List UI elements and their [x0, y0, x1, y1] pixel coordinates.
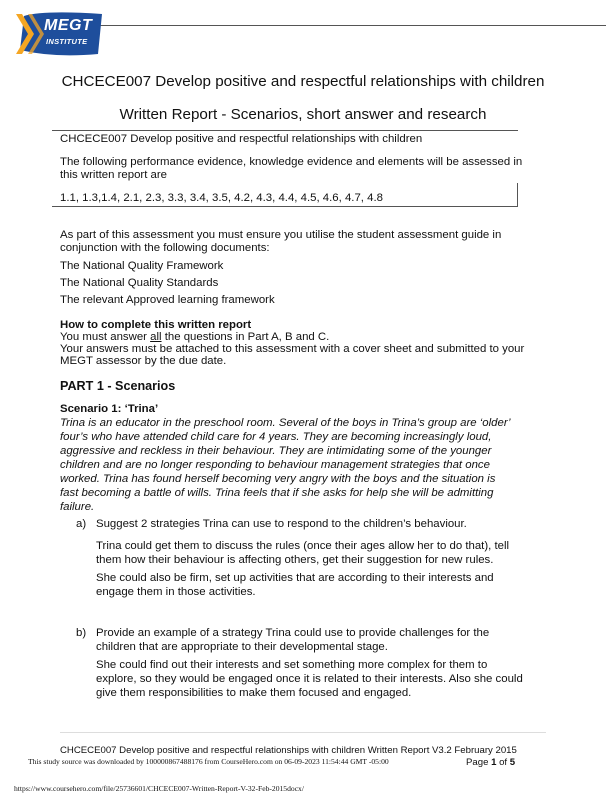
evidence-intro-line: The following performance evidence, knowledge evidence and elements will be assessed in	[60, 156, 523, 168]
scenario-text: failure.	[60, 501, 95, 513]
scenario-text: worked. Trina has found herself becoming very angry with the boys and the situation is	[60, 473, 496, 485]
question-text: children that are appropriate to their developmental stage.	[96, 641, 388, 653]
intro-text: conjunction with the following documents:	[60, 242, 270, 254]
answer-text: them how their behaviour is affecting others, get their suggestion for new rules.	[96, 554, 494, 566]
answer-text: engage them in those activities.	[96, 586, 256, 598]
document-title: CHCECE007 Develop positive and respectful relationships with children	[61, 73, 545, 90]
unit-info-line: CHCECE007 Develop positive and respectful relationships with children	[60, 133, 423, 145]
header-rule	[100, 25, 606, 26]
logo-text-institute: INSTITUTE	[46, 37, 88, 46]
doc-list-item: The National Quality Framework	[60, 260, 224, 272]
howto-line: Your answers must be attached to this assessment with a cover sheet and submitted to your	[60, 343, 525, 355]
footer-rule	[60, 732, 546, 733]
doc-list-item: The National Quality Standards	[60, 277, 219, 289]
answer-text: She could find out their interests and set something more complex for them to	[96, 659, 488, 671]
scenario-text: aggressive and reckless in their behaviour. They are intimidating some of the younger	[60, 445, 492, 457]
question-label: b)	[76, 627, 87, 639]
answer-text: She could also be firm, set up activities that are according to their interests and	[96, 572, 494, 584]
doc-list-item: The relevant Approved learning framework	[60, 294, 275, 306]
question-text: Suggest 2 strategies Trina can use to respond to the children’s behaviour.	[96, 518, 467, 530]
question-text: Provide an example of a strategy Trina could use to provide challenges for the	[96, 627, 490, 639]
howto-heading: How to complete this written report	[60, 319, 252, 331]
evidence-intro-line: this written report are	[60, 169, 167, 181]
download-notice: This study source was downloaded by 100000867488176 from CourseHero.com on 06-09-2023 11:54:44 GMT -05:00	[28, 757, 389, 766]
scenario-text: fast becoming a battle of wills. Trina feels that if she asks for help she will be admitting	[60, 487, 494, 499]
document-subtitle: Written Report - Scenarios, short answer and research	[119, 106, 487, 123]
scenario-text: four’s who have attended child care for 4 years. They are becoming increasingly loud,	[60, 431, 492, 443]
howto-line: You must answer all the questions in Part A, B and C.	[60, 331, 330, 343]
answer-text: Trina could get them to discuss the rules (once their ages allow her to do that), tell	[96, 540, 510, 552]
scenario-text: Trina is an educator in the preschool room. Several of the boys in Trina’s group are ‘older’	[60, 417, 511, 429]
scenario-text: children and are no longer responding to behaviour management strategies that once	[60, 459, 490, 471]
source-url[interactable]: https://www.coursehero.com/file/25736601/CHCECE007-Written-Report-V-32-Feb-2015docx/	[14, 784, 304, 793]
question-label: a)	[76, 518, 87, 530]
footer-doc-info: CHCECE007 Develop positive and respectful relationships with children Written Report V3.2 February 2015	[60, 745, 517, 756]
logo-text-megt: MEGT	[44, 17, 93, 34]
answer-text: give them responsibilities to make them focused and engaged.	[96, 687, 412, 699]
evidence-codes: 1.1, 1.3,1.4, 2.1, 2.3, 3.3, 3.4, 3.5, 4.2, 4.3, 4.4, 4.5, 4.6, 4.7, 4.8	[60, 192, 383, 204]
intro-text: As part of this assessment you must ensure you utilise the student assessment guide in	[60, 229, 502, 241]
part-heading: PART 1 - Scenarios	[60, 379, 176, 393]
answer-text: explore, so they would be engaged once it is related to their interests. Also she could	[96, 673, 523, 685]
page-number: Page 1 of 5	[466, 757, 516, 768]
scenario-heading: Scenario 1: ‘Trina’	[60, 403, 159, 415]
howto-line: MEGT assessor by the due date.	[60, 355, 227, 367]
